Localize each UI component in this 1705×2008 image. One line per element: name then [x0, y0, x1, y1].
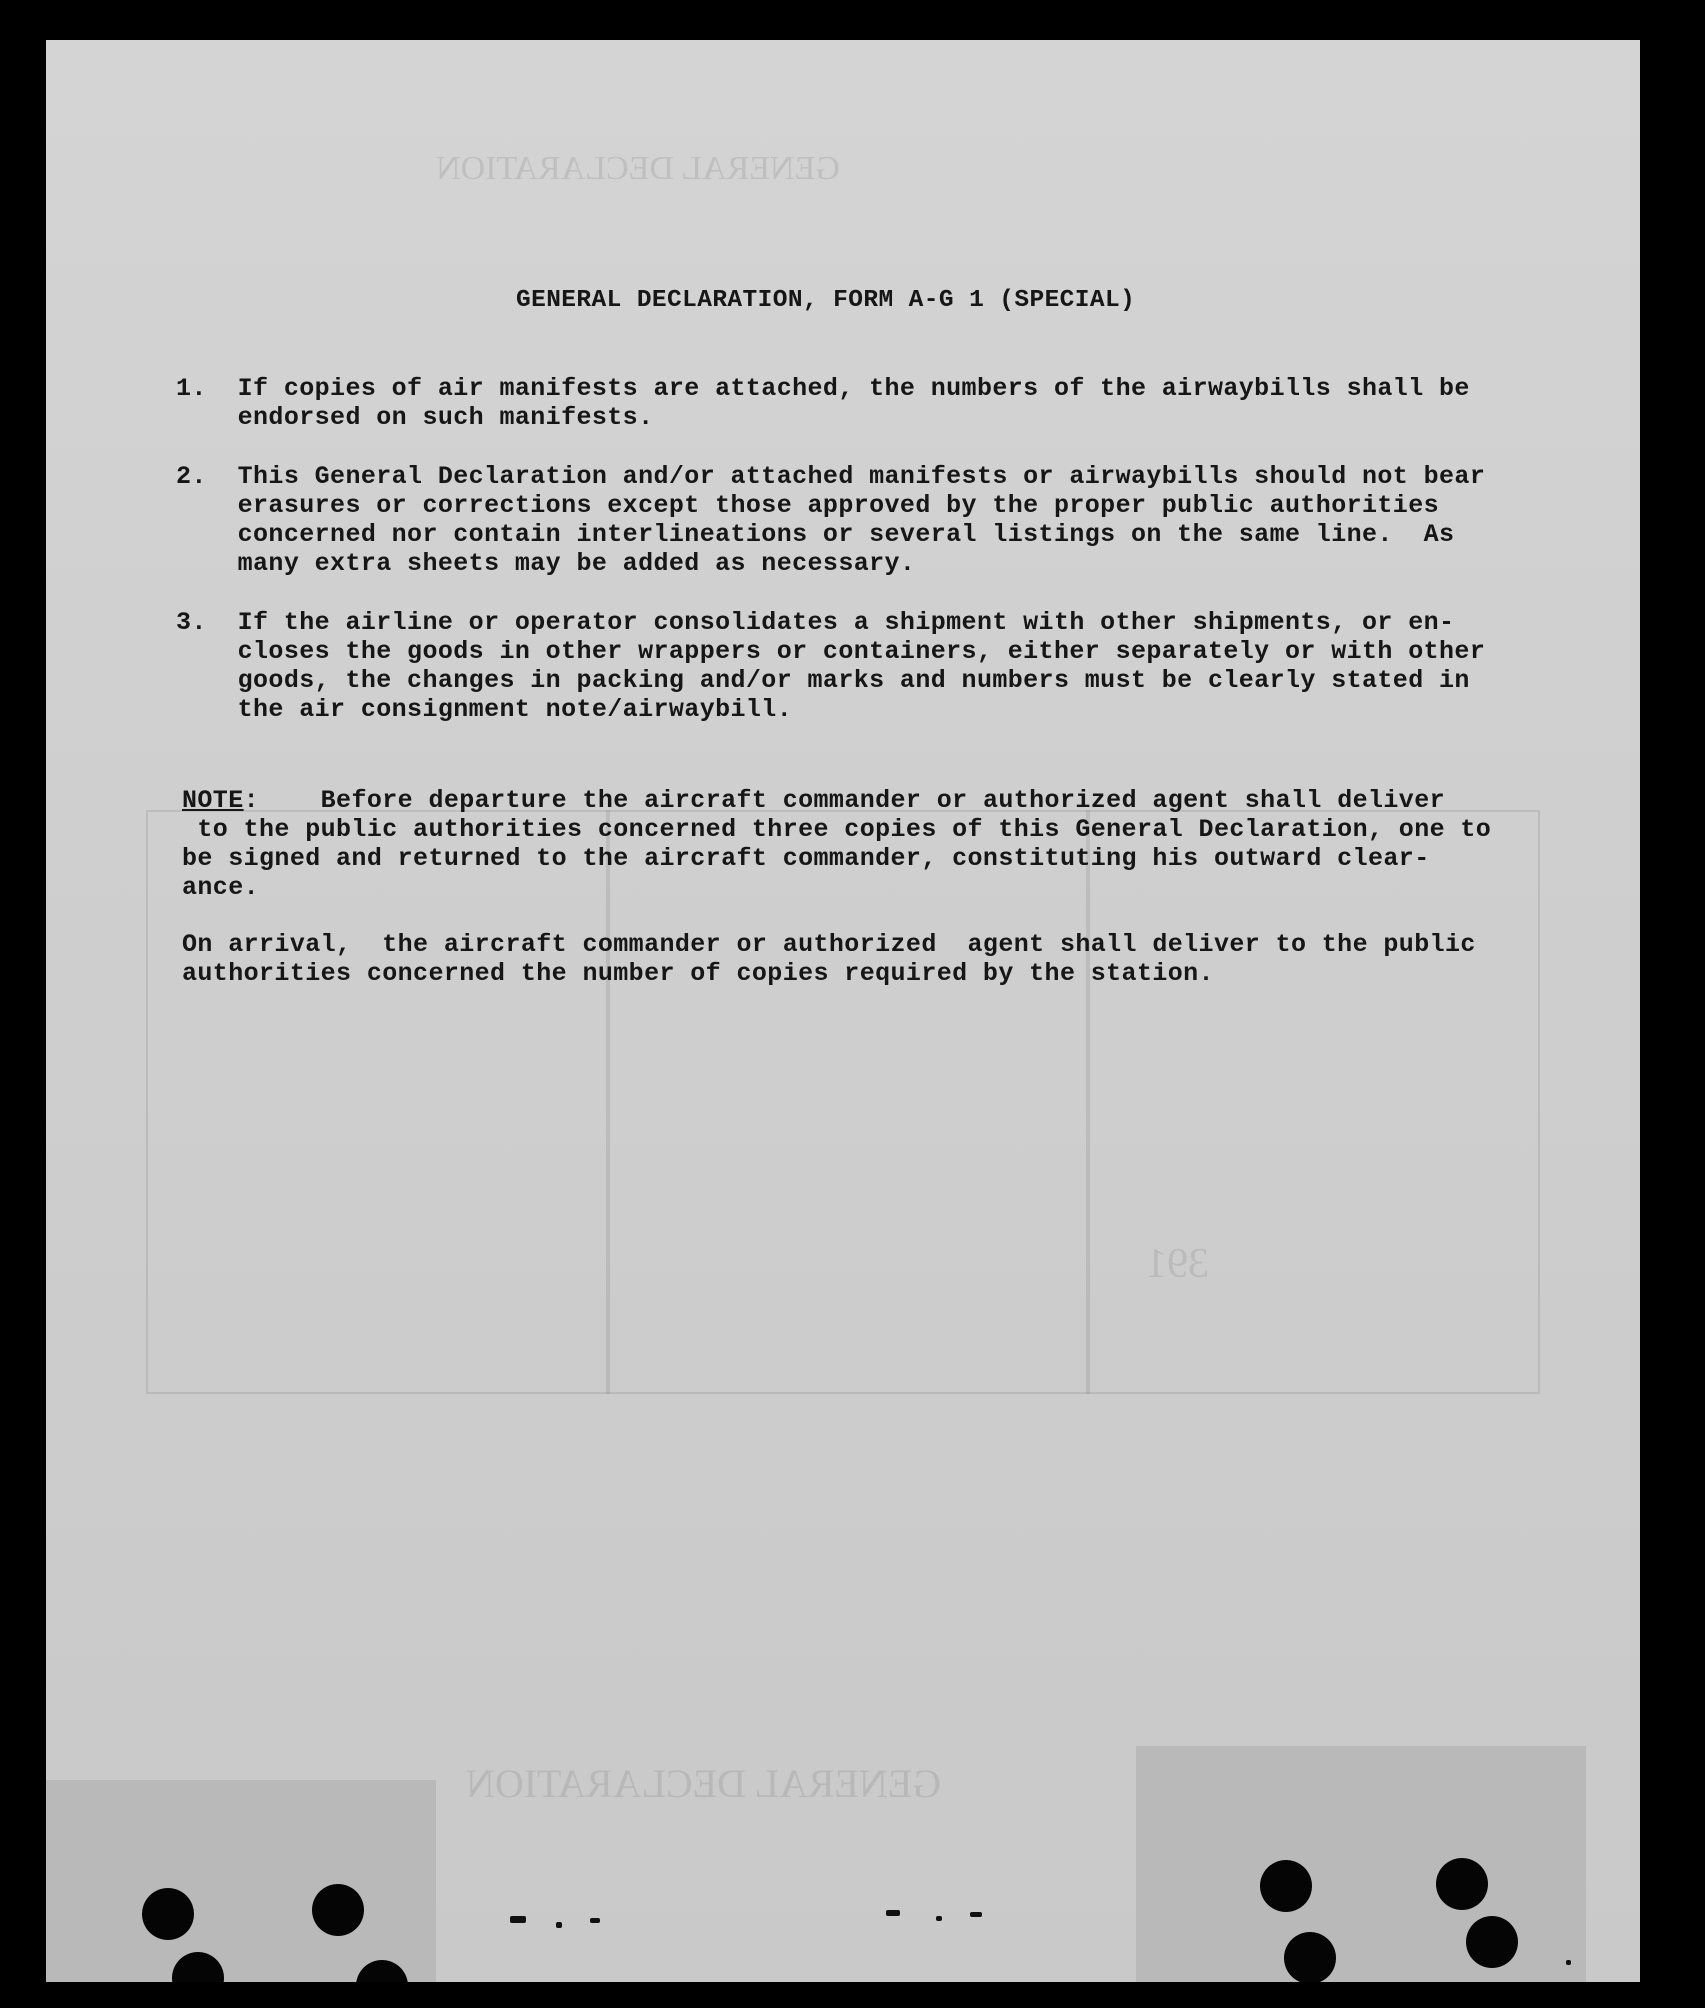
arrival-line: On arrival, the aircraft commander or authorized agent shall deliver to the public: [182, 930, 1476, 959]
bleed-through-text: GENERAL DECLARATION: [466, 1761, 942, 1806]
item-number: 2.: [176, 462, 207, 491]
note-paragraph: [182, 786, 1491, 902]
item-line: If copies of air manifests are attached, the numbers of the airwaybills shall be: [237, 374, 1470, 403]
speck: [1566, 1960, 1571, 1965]
speck: [510, 1916, 526, 1923]
punch-hole: [1466, 1916, 1518, 1968]
arrival-line: authorities concerned the number of copies required by the station.: [182, 959, 1214, 988]
punch-hole: [1284, 1932, 1336, 1982]
item-line: erasures or corrections except those approved by the proper public authorities: [237, 491, 1440, 520]
page-title: GENERAL DECLARATION, FORM A-G 1 (SPECIAL): [516, 287, 1136, 314]
speck: [970, 1912, 982, 1917]
binding-tab-left: [46, 1780, 436, 1982]
note-line: ance.: [182, 873, 260, 902]
item-line: closes the goods in other wrappers or containers, either separately or with other: [237, 637, 1486, 666]
speck: [886, 1910, 900, 1916]
item-line: many extra sheets may be added as necessary.: [237, 549, 916, 578]
speck: [936, 1916, 942, 1921]
item-number: 1.: [176, 374, 207, 403]
item-line: If the airline or operator consolidates a shipment with other shipments, or en-: [237, 608, 1455, 637]
list-item: [176, 608, 1485, 724]
note-line: : Before departure the aircraft commander or authorized agent shall deliver: [243, 786, 1446, 815]
bleed-through-text: 391: [1146, 1241, 1209, 1287]
note-label: NOTE: [182, 786, 244, 815]
punch-hole: [142, 1888, 194, 1940]
bleed-through-text: GENERAL DECLARATION: [436, 150, 840, 187]
speck: [590, 1918, 600, 1923]
item-line: This General Declaration and/or attached manifests or airwaybills should not bear: [237, 462, 1486, 491]
speck: [556, 1922, 562, 1928]
note-line: to the public authorities concerned three copies of this General Declaration, one to: [182, 815, 1492, 844]
list-item: [176, 374, 1470, 432]
item-line: goods, the changes in packing and/or marks and numbers must be clearly stated in: [237, 666, 1470, 695]
punch-hole: [1436, 1858, 1488, 1910]
list-item: [176, 462, 1485, 578]
item-line: concerned nor contain interlineations or several listings on the same line. As: [237, 520, 1455, 549]
item-number: 3.: [176, 608, 207, 637]
arrival-paragraph: [182, 930, 1476, 988]
item-line: the air consignment note/airwaybill.: [237, 695, 793, 724]
document-page: [46, 40, 1640, 1982]
punch-hole: [312, 1884, 364, 1936]
note-line: be signed and returned to the aircraft commander, constituting his outward clear-: [182, 844, 1430, 873]
binding-tab-right: [1136, 1746, 1586, 1982]
punch-hole: [1260, 1860, 1312, 1912]
item-line: endorsed on such manifests.: [237, 403, 654, 432]
